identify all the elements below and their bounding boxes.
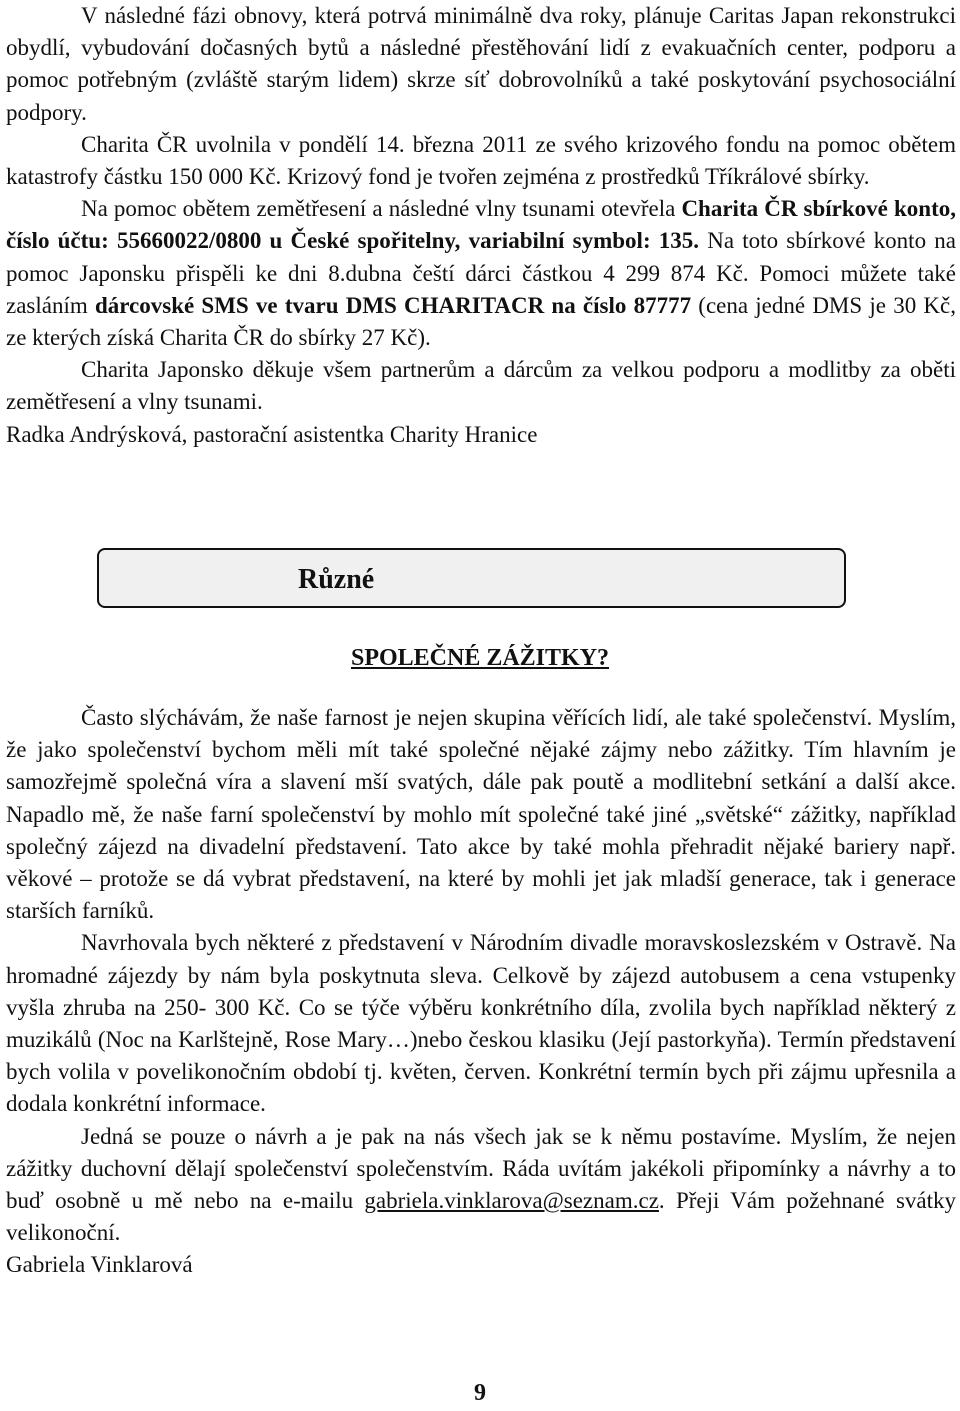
paragraph-text: . Přeji Vám požehnané svátky velikonoční. <box>6 1188 956 1246</box>
paragraph: Charita Japonsko děkuje všem partnerům a dárcům za velkou podporu a modlitby za oběti zemětřesení a vlny tsunami. <box>6 357 956 415</box>
paragraph: Charita ČR uvolnila v pondělí 14. března 2011 ze svého krizového fondu na pomoc obětem katastrofy částku 150 000 Kč. Krizový fond je tvořen zejména z prostředků Tříkrálové sbírky. <box>6 131 956 190</box>
article-charita-japan <box>6 0 956 451</box>
article-heading: SPOLEČNÉ ZÁŽITKY? <box>350 645 610 671</box>
email-link[interactable]: gabriela.vinklarova@seznam.cz <box>364 1188 659 1214</box>
paragraph: Navrhovala bych některé z představení v Národním divadle moravskoslezském v Ostravě. Na hromadné zájezdy by nám byla poskytnuta sleva. Celkově by zájezd autobusem a cena vstupenky vyšla zhruba na 250- 300 Kč. Co se týče výběru konkrétního díla, zvolila bych například některý z muzikálů (Noc na Karlštejně, Rose Mary…)nebo českou klasiku (Její pastorkyňa). Termín představení bych volila v povelikonočním období tj. květen, červen. Konkrétní termín bych při zájmu upřesnila a dodala konkrétní informace. <box>6 930 956 1117</box>
paragraph-text: Na toto sbírkové konto na pomoc Japonsku přispěli ke dni 8.dubna čeští dárci částkou 4 299 874 Kč. Pomoci můžete také zasláním <box>6 228 956 318</box>
page-number: 9 <box>474 1380 486 1406</box>
section-title: Různé <box>298 564 375 595</box>
paragraph-text: (cena jedné DMS je 30 Kč, ze kterých získá Charita ČR do sbírky 27 Kč). <box>6 292 956 351</box>
document-page <box>6 0 956 451</box>
paragraph <box>6 193 956 354</box>
paragraph <box>6 1121 956 1250</box>
paragraph-text: Jedná se pouze o návrh a je pak na nás všech jak se k němu postavíme. Myslím, že nejen zážitky duchovní dělají společenství společenstvím. Ráda uvítám jakékoli připomínky a návrhy a to buď osobně u mě nebo na e-mailu <box>6 1123 956 1214</box>
bank-account-info: Charita ČR sbírkové konto, číslo účtu: 55660022/0800 u České spořitelny, variabilní symbol: 135. <box>6 196 956 254</box>
paragraph: Často slýchávám, že naše farnost je nejen skupina věřících lidí, ale také společenství. Myslím, že jako společenství bychom měli mít také společné nějaké zájmy nebo zážitky. Tím hlavním je samozřejmě společná víra a slavení mší svatých, dále pak poutě a modlitební setkání a další akce. Napadlo mě, že naše farní společenství by mohlo mít společné také jiné „světské“ zážitky, například společný zájezd na divadelní představení. Tato akce by také mohla přehradit nějaké bariery např. věkové – protože se dá vybrat představení, na které by mohli jet jak mladší generace, tak i generace starších farníků. <box>6 705 956 924</box>
paragraph-text: Na pomoc obětem zemětřesení a následné vlny tsunami otevřela <box>81 196 682 222</box>
article-spolecne-zazitky <box>6 702 956 1282</box>
sms-info: dárcovské SMS ve tvaru DMS CHARITACR na číslo 87777 <box>94 292 692 318</box>
section-header-box <box>97 548 846 608</box>
paragraph: V následné fázi obnovy, která potrvá minimálně dva roky, plánuje Caritas Japan rekonstrukci obydlí, vybudování dočasných bytů a následné přestěhování lidí z evakuačních center, podporu a pomoc potřebným (zvláště starým lidem) skrze síť dobrovolníků a také poskytování psychosociální podpory. <box>6 3 956 125</box>
author-signature: Gabriela Vinklarová <box>6 1252 193 1278</box>
author-signature: Radka Andrýsková, pastorační asistentka Charity Hranice <box>6 421 538 447</box>
